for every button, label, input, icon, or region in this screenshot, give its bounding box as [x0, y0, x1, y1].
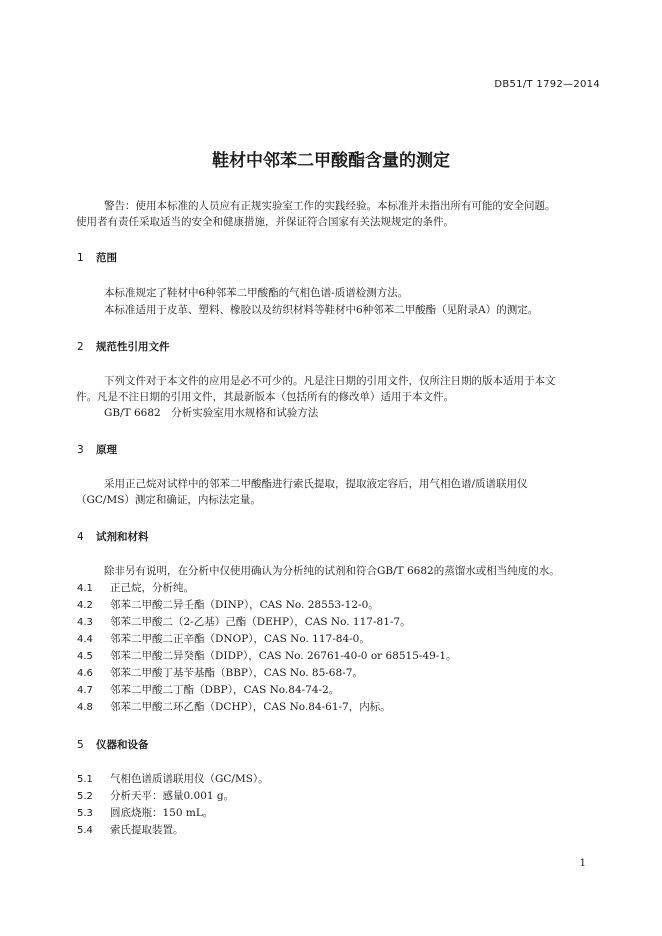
section-4-intro: 除非另有说明，在分析中仅使用确认为分析纯的试剂和符合GB/T 6682的蒸馏水或相当纯度的水。: [104, 565, 560, 577]
section-number: 3: [77, 444, 84, 456]
section-2-line-1: 下列文件对于本文件的应用是必不可少的。凡是注日期的引用文件，仅所注日期的版本适用于本文: [104, 375, 556, 387]
section-number: 5: [77, 739, 84, 751]
section-number: 2: [77, 341, 84, 353]
list-item: 4.7 邻苯二甲酸二丁酯（DBP），CAS No.84-74-2。: [77, 684, 340, 696]
section-1-heading: [77, 250, 117, 265]
document-title: 鞋材中邻苯二甲酸酯含量的测定: [212, 151, 450, 171]
section-title: 原理: [96, 444, 117, 456]
standard-code: DB51/T 1792—2014: [494, 79, 600, 90]
section-1-line-2: 本标准适用于皮革、塑料、橡胶以及纺织材料等鞋材中6种邻苯二甲酸酯（见附录A）的测定。: [104, 304, 539, 316]
warning-line-1: 警告：使用本标准的人员应有正规实验室工作的实践经验。本标准并未指出所有可能的安全问题。: [104, 200, 556, 212]
section-3-line-1: 采用正己烷对试样中的邻苯二甲酸酯进行索氏提取，提取液定容后，用气相色谱/质谱联用仪: [104, 478, 528, 490]
section-3-line-2: （GC/MS）测定和确证，内标法定量。: [76, 494, 261, 506]
section-title: 规范性引用文件: [96, 341, 170, 353]
list-item: 4.3 邻苯二甲酸二（2-乙基）己酯（DEHP），CAS No. 117-81-7。: [77, 616, 411, 628]
list-item: 5.2 分析天平：感量0.001 g。: [77, 790, 235, 802]
section-number: 4: [77, 531, 84, 543]
section-1-line-1: 本标准规定了鞋材中6种邻苯二甲酸酯的气相色谱-质谱检测方法。: [104, 287, 409, 299]
list-item: 5.4 索氏提取装置。: [77, 824, 184, 836]
list-item: 4.1 正己烷，分析纯。: [77, 582, 194, 594]
list-item: 4.6 邻苯二甲酸丁基苄基酯（BBP），CAS No. 85-68-7。: [77, 667, 363, 679]
section-5-heading: [77, 737, 149, 752]
list-item: 4.4 邻苯二甲酸二正辛酯（DNOP），CAS No. 117-84-0。: [77, 633, 370, 645]
section-number: 1: [77, 252, 84, 264]
list-item: 4.2 邻苯二甲酸二异壬酯（DINP），CAS No. 28553-12-0。: [77, 599, 379, 611]
section-title: 试剂和材料: [96, 531, 149, 543]
section-title: 范围: [96, 252, 117, 264]
list-item: 5.3 圆底烧瓶：150 mL。: [77, 807, 214, 819]
section-3-heading: [77, 442, 117, 457]
section-2-line-2: 件。凡是不注日期的引用文件，其最新版本（包括所有的修改单）适用于本文件。: [76, 391, 454, 403]
section-2-heading: [77, 339, 170, 354]
referenced-standard: GB/T 6682 分析实验室用水规格和试验方法: [104, 407, 319, 419]
warning-line-2: 使用者有责任采取适当的安全和健康措施，并保证符合国家有关法规规定的条件。: [76, 216, 454, 228]
list-item: 5.1 气相色谱质谱联用仪（GC/MS）。: [77, 773, 269, 785]
page-number: 1: [579, 858, 586, 869]
section-4-heading: [77, 529, 149, 544]
list-item: 4.5 邻苯二甲酸二异癸酯（DIDP），CAS No. 26761-40-0 or 68515-49-1。: [77, 650, 457, 662]
section-title: 仪器和设备: [96, 739, 149, 751]
list-item: 4.8 邻苯二甲酸二环乙酯（DCHP），CAS No.84-61-7，内标。: [77, 701, 391, 713]
